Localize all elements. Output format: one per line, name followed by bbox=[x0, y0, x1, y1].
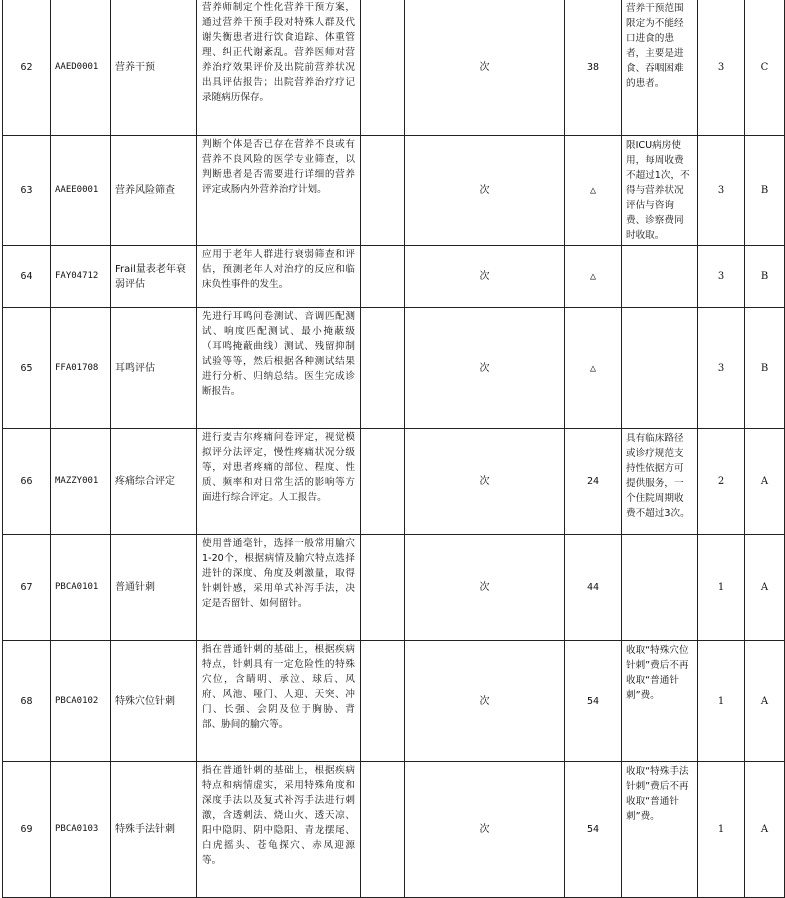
hospital-grade: 3 bbox=[698, 0, 745, 136]
item-note bbox=[622, 246, 698, 308]
price: 24 bbox=[565, 429, 622, 535]
row-number: 64 bbox=[3, 246, 51, 308]
item-class: A bbox=[745, 535, 785, 641]
hospital-grade: 1 bbox=[698, 641, 745, 762]
empty-cell bbox=[361, 0, 405, 136]
billing-unit: 次 bbox=[405, 246, 565, 308]
item-description: 先进行耳鸣问卷测试、音调匹配测试、响度匹配测试、最小掩蔽级（耳鸣掩蔽曲线）测试、残留抑制试验等等，然后根据各种测试结果进行分析、归纳总结。医生完成诊断报告。 bbox=[197, 308, 361, 429]
empty-cell bbox=[361, 429, 405, 535]
billing-unit: 次 bbox=[405, 0, 565, 136]
table-row bbox=[3, 308, 785, 429]
item-class: B bbox=[745, 308, 785, 429]
item-note: 营养干预范围限定为不能经口进食的患者，主要是进食、吞咽困难的患者。 bbox=[622, 0, 698, 136]
item-name: 耳鸣评估 bbox=[111, 308, 197, 429]
billing-unit: 次 bbox=[405, 429, 565, 535]
row-number: 69 bbox=[3, 762, 51, 898]
item-description: 指在普通针刺的基础上，根据疾病特点，针刺具有一定危险性的特殊穴位，含睛明、承泣、球后、风府、风池、哑门、人迎、天突、冲门、长强、会阴及位于胸胁、背部、胁间的腧穴等。 bbox=[197, 641, 361, 762]
billing-unit: 次 bbox=[405, 762, 565, 898]
price: 54 bbox=[565, 762, 622, 898]
item-class: B bbox=[745, 246, 785, 308]
item-description: 指在普通针刺的基础上，根据疾病特点和病情虚实，采用特殊角度和深度手法以及复式补泻手法进行刺激，含透刺法、烧山火、透天凉、阳中隐阴、阴中隐阳、青龙摆尾、白虎摇头、苍龟探穴、赤凤迎源等。 bbox=[197, 762, 361, 898]
item-note bbox=[622, 308, 698, 429]
empty-cell bbox=[361, 308, 405, 429]
hospital-grade: 1 bbox=[698, 535, 745, 641]
table-row bbox=[3, 0, 785, 136]
row-number: 67 bbox=[3, 535, 51, 641]
item-name: Frail量表老年衰弱评估 bbox=[111, 246, 197, 308]
item-description: 进行麦吉尔疼痛问卷评定，视觉模拟评分法评定，慢性疼痛状况分级等，对患者疼痛的部位、程度、性质、频率和对日常生活的影响等方面进行综合评定。人工报告。 bbox=[197, 429, 361, 535]
item-code: FAY04712 bbox=[51, 246, 111, 308]
row-number: 62 bbox=[3, 0, 51, 136]
hospital-grade: 2 bbox=[698, 429, 745, 535]
empty-cell bbox=[361, 641, 405, 762]
hospital-grade: 3 bbox=[698, 246, 745, 308]
item-name: 特殊手法针刺 bbox=[111, 762, 197, 898]
billing-unit: 次 bbox=[405, 136, 565, 246]
table-row bbox=[3, 535, 785, 641]
item-note: 限ICU病房使用，每周收费不超过1次，不得与营养状况评估与咨询费、诊察费同时收取。 bbox=[622, 136, 698, 246]
item-class: B bbox=[745, 136, 785, 246]
price: 38 bbox=[565, 0, 622, 136]
row-number: 68 bbox=[3, 641, 51, 762]
empty-cell bbox=[361, 762, 405, 898]
price: △ bbox=[565, 246, 622, 308]
item-note: 收取“特殊手法针刺”费后不再收取“普通针刺”费。 bbox=[622, 762, 698, 898]
empty-cell bbox=[361, 136, 405, 246]
item-name: 疼痛综合评定 bbox=[111, 429, 197, 535]
item-code: AAED0001 bbox=[51, 0, 111, 136]
table-row bbox=[3, 136, 785, 246]
item-name: 普通针刺 bbox=[111, 535, 197, 641]
price: 44 bbox=[565, 535, 622, 641]
fee-schedule-table bbox=[2, 0, 785, 898]
item-class: C bbox=[745, 0, 785, 136]
price: 54 bbox=[565, 641, 622, 762]
item-class: A bbox=[745, 641, 785, 762]
empty-cell bbox=[361, 246, 405, 308]
item-code: PBCA0101 bbox=[51, 535, 111, 641]
item-code: MAZZY001 bbox=[51, 429, 111, 535]
item-class: A bbox=[745, 429, 785, 535]
item-note bbox=[622, 535, 698, 641]
item-code: AAEE0001 bbox=[51, 136, 111, 246]
item-name: 营养干预 bbox=[111, 0, 197, 136]
billing-unit: 次 bbox=[405, 535, 565, 641]
price: △ bbox=[565, 308, 622, 429]
table-row bbox=[3, 246, 785, 308]
item-name: 营养风险筛查 bbox=[111, 136, 197, 246]
row-number: 66 bbox=[3, 429, 51, 535]
row-number: 63 bbox=[3, 136, 51, 246]
empty-cell bbox=[361, 535, 405, 641]
item-code: PBCA0102 bbox=[51, 641, 111, 762]
item-class: A bbox=[745, 762, 785, 898]
hospital-grade: 3 bbox=[698, 136, 745, 246]
item-note: 具有临床路径或诊疗规范支持性依据方可提供服务，一个住院周期收费不超过3次。 bbox=[622, 429, 698, 535]
item-note: 收取“特殊穴位针刺”费后不再收取“普通针刺”费。 bbox=[622, 641, 698, 762]
price: △ bbox=[565, 136, 622, 246]
item-description: 营养师制定个性化营养干预方案，通过营养干预手段对特殊人群及代谢失衡患者进行饮食追踪、体重管理、纠正代谢紊乱。营养医师对营养治疗效果评价及出院前营养状况出具评估报告；出院营养治疗疗记录随病历保存。 bbox=[197, 0, 361, 136]
hospital-grade: 1 bbox=[698, 762, 745, 898]
table-row bbox=[3, 641, 785, 762]
billing-unit: 次 bbox=[405, 308, 565, 429]
item-description: 判断个体是否已存在营养不良或有营养不良风险的医学专业筛查，以判断患者是否需要进行详细的营养评定或肠内外营养治疗计划。 bbox=[197, 136, 361, 246]
table-row bbox=[3, 762, 785, 898]
hospital-grade: 3 bbox=[698, 308, 745, 429]
item-code: FFA01708 bbox=[51, 308, 111, 429]
row-number: 65 bbox=[3, 308, 51, 429]
item-description: 应用于老年人群进行衰弱筛查和评估，预测老年人对治疗的反应和临床负性事件的发生。 bbox=[197, 246, 361, 308]
item-description: 使用普通毫针，选择一般常用腧穴1-20个，根据病情及腧穴特点选择进针的深度、角度及刺激量，取得针刺针感，采用单式补泻手法，决定是否留针、如何留针。 bbox=[197, 535, 361, 641]
table-row bbox=[3, 429, 785, 535]
billing-unit: 次 bbox=[405, 641, 565, 762]
item-name: 特殊穴位针刺 bbox=[111, 641, 197, 762]
item-code: PBCA0103 bbox=[51, 762, 111, 898]
